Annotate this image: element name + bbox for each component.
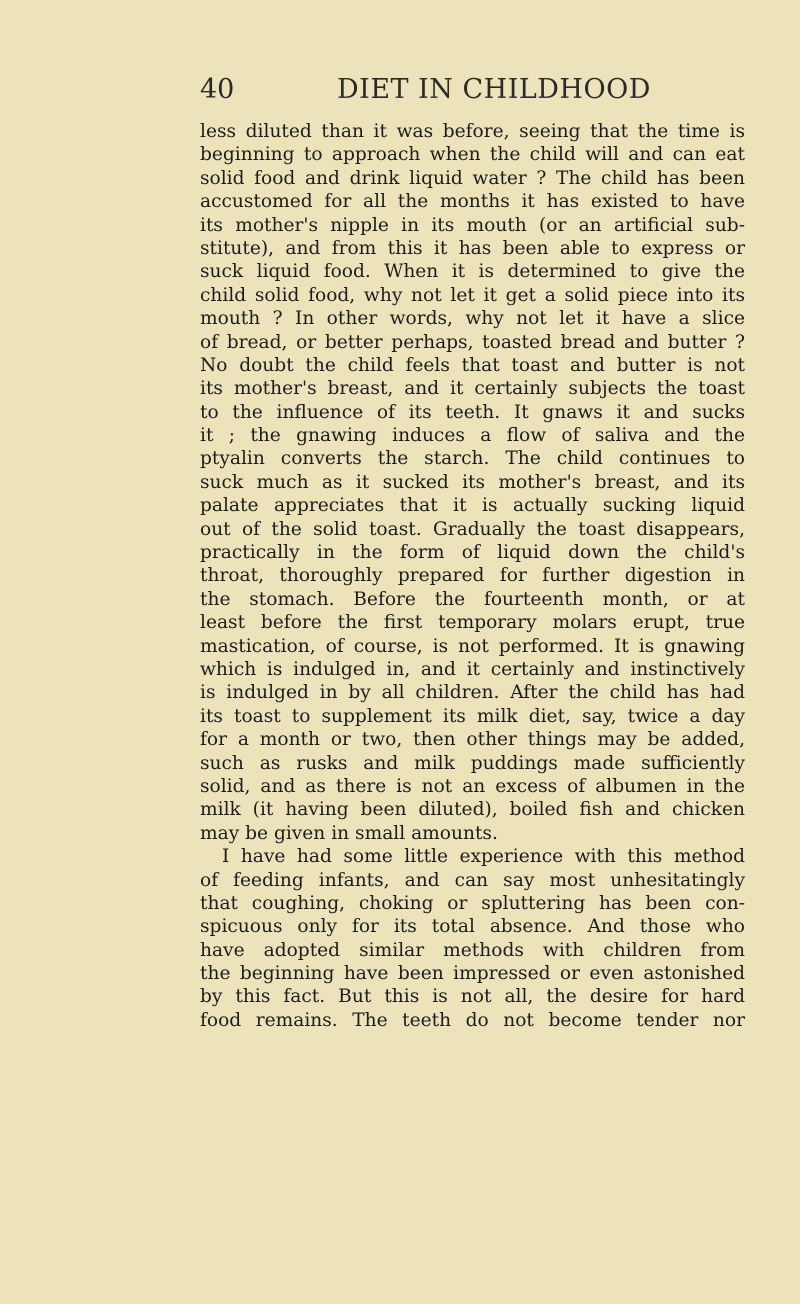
text-line: accustomed for all the months it has existed to have [200, 191, 745, 213]
text-line: by this fact. But this is not all, the desire for hard [200, 986, 745, 1008]
paragraph-1 [200, 120, 745, 845]
text-line: No doubt the child feels that toast and butter is not [200, 354, 745, 376]
text-line: out of the solid toast. Gradually the toast disappears, [200, 518, 745, 540]
text-line: such as rusks and milk puddings made sufficiently [200, 752, 745, 774]
text-line: palate appreciates that it is actually sucking liquid [200, 495, 745, 517]
text-line: stitute), and from this it has been able to express or [200, 237, 745, 259]
text-line: may be given in small amounts. [200, 822, 498, 844]
text-line: ptyalin converts the starch. The child continues to [200, 448, 745, 470]
running-title: DIET IN CHILDHOOD [337, 74, 651, 105]
text-line: its mother's breast, and it certainly subjects the toast [200, 378, 745, 400]
text-line: that coughing, choking or spluttering has been con- [200, 892, 745, 914]
text-line: child solid food, why not let it get a solid piece into its [200, 284, 745, 306]
text-line: practically in the form of liquid down the child's [200, 542, 745, 564]
text-line: its toast to supplement its milk diet, say, twice a day [200, 705, 745, 727]
paragraph-2 [200, 845, 745, 1032]
text-line: its mother's nipple in its mouth (or an artificial sub- [200, 214, 745, 236]
text-line: is indulged in by all children. After the child has had [200, 682, 745, 704]
text-line: suck liquid food. When it is determined to give the [200, 261, 745, 283]
page-number: 40 [200, 74, 235, 105]
text-line: have adopted similar methods with children from [200, 939, 745, 961]
text-line: the beginning have been impressed or even astonished [200, 963, 745, 985]
text-line: I have had some little experience with this method [222, 846, 745, 868]
text-line: for a month or two, then other things may be added, [200, 729, 745, 751]
text-line: the stomach. Before the fourteenth month, or at [200, 588, 745, 610]
text-line: of bread, or better perhaps, toasted bread and butter ? [200, 331, 745, 353]
text-line: of feeding infants, and can say most unhesitatingly [200, 869, 745, 891]
text-line: throat, thoroughly prepared for further digestion in [200, 565, 745, 587]
body-text [200, 120, 745, 1032]
text-line: spicuous only for its total absence. And those who [200, 916, 745, 938]
text-line: mouth ? In other words, why not let it have a slice [200, 308, 745, 330]
text-line: mastication, of course, is not performed. It is gnawing [200, 635, 745, 657]
text-line: least before the first temporary molars erupt, true [200, 612, 745, 634]
text-line: solid food and drink liquid water ? The child has been [200, 167, 745, 189]
text-line: to the influence of its teeth. It gnaws it and sucks [200, 401, 745, 423]
text-line: it ; the gnawing induces a flow of saliva and the [200, 425, 745, 447]
text-line: milk (it having been diluted), boiled fish and chicken [200, 799, 745, 821]
text-line: suck much as it sucked its mother's breast, and its [200, 471, 745, 493]
page-header [200, 74, 760, 114]
text-line: which is indulged in, and it certainly and instinctively [200, 658, 745, 680]
text-line: less diluted than it was before, seeing that the time is [200, 121, 745, 142]
text-line: food remains. The teeth do not become tender nor [200, 1009, 745, 1031]
text-line: beginning to approach when the child will and can eat [200, 144, 745, 166]
text-line: solid, and as there is not an excess of albumen in the [200, 775, 745, 797]
